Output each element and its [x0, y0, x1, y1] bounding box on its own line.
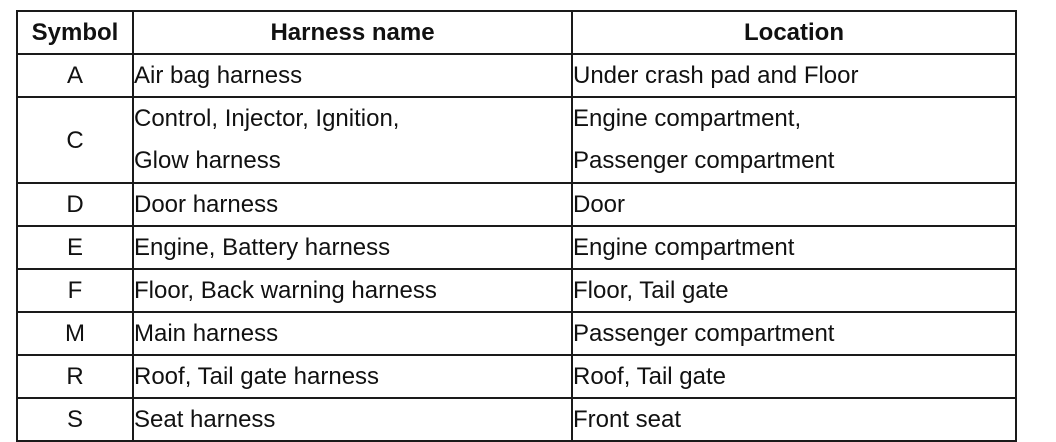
header-location: Location	[572, 11, 1016, 54]
location-line: Engine compartment,	[573, 105, 802, 132]
harness-name-cell: Door harness	[133, 183, 572, 226]
table-row	[17, 355, 1016, 398]
table-row	[17, 183, 1016, 226]
symbol-cell: C	[17, 97, 133, 183]
location-cell: Passenger compartment	[572, 312, 1016, 355]
header-row	[17, 11, 1016, 54]
table-row	[17, 54, 1016, 97]
symbol-cell: S	[17, 398, 133, 441]
harness-name-cell	[133, 97, 572, 183]
harness-name-cell: Main harness	[133, 312, 572, 355]
harness-name-cell: Floor, Back warning harness	[133, 269, 572, 312]
symbol-cell: E	[17, 226, 133, 269]
location-cell: Under crash pad and Floor	[572, 54, 1016, 97]
table-row	[17, 398, 1016, 441]
table-row	[17, 97, 1016, 183]
location-cell: Door	[572, 183, 1016, 226]
harness-name-line: Control, Injector, Ignition,	[134, 105, 400, 132]
header-symbol: Symbol	[17, 11, 133, 54]
header-harness-name: Harness name	[133, 11, 572, 54]
location-cell: Engine compartment	[572, 226, 1016, 269]
harness-name-cell: Engine, Battery harness	[133, 226, 572, 269]
location-cell: Floor, Tail gate	[572, 269, 1016, 312]
harness-name-line: Glow harness	[134, 147, 281, 174]
symbol-cell: M	[17, 312, 133, 355]
symbol-cell: R	[17, 355, 133, 398]
location-cell	[572, 97, 1016, 183]
harness-name-cell: Air bag harness	[133, 54, 572, 97]
location-cell: Front seat	[572, 398, 1016, 441]
table-row	[17, 269, 1016, 312]
symbol-cell: F	[17, 269, 133, 312]
harness-table	[16, 10, 1017, 442]
location-line: Passenger compartment	[573, 147, 835, 174]
symbol-cell: A	[17, 54, 133, 97]
symbol-cell: D	[17, 183, 133, 226]
table-row	[17, 312, 1016, 355]
table-row	[17, 226, 1016, 269]
harness-name-cell: Roof, Tail gate harness	[133, 355, 572, 398]
harness-name-cell: Seat harness	[133, 398, 572, 441]
location-cell: Roof, Tail gate	[572, 355, 1016, 398]
